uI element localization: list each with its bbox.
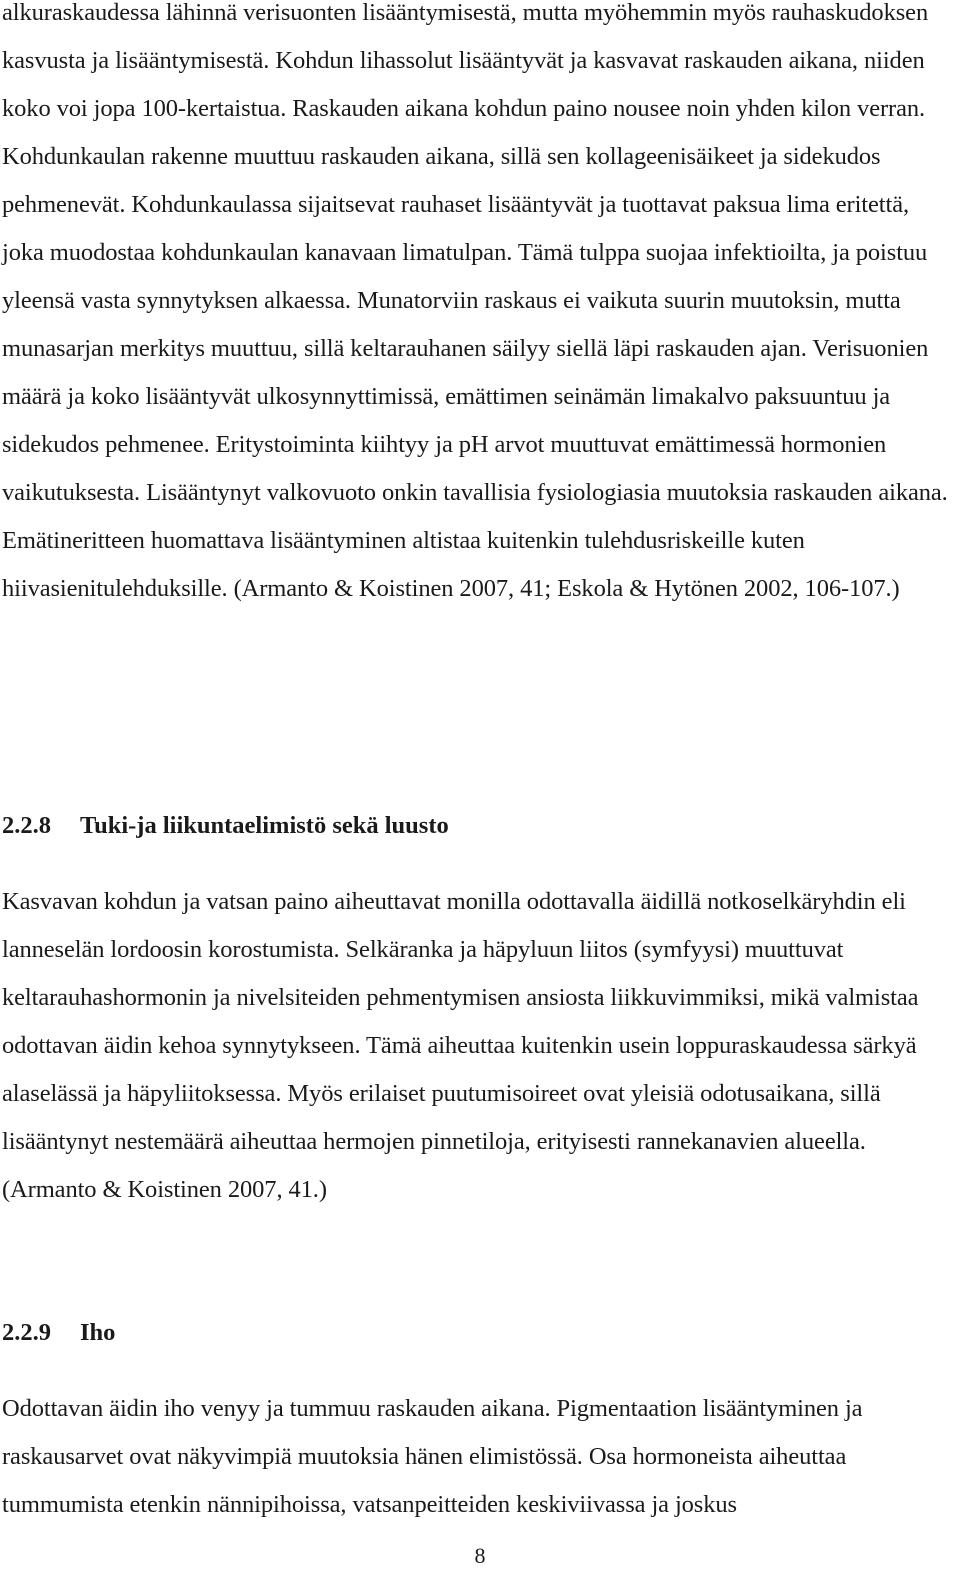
page-number: 8	[474, 1543, 486, 1568]
section-heading-2-2-9	[2, 1309, 115, 1357]
section-heading-2-2-8	[2, 802, 449, 850]
paragraph-reproductive-changes: alkuraskaudessa lähinnä verisuonten lisääntymisestä, mutta myöhemmin myös rauhaskudoksen kasvusta ja lisääntymisestä. Kohdun lihassolut lisääntyvät ja kasvavat raskauden aikana, niiden koko voi jopa 100-kertaistua. Raskauden aikana kohdun paino nousee noin yhden kilon verran. Kohdunkaulan rakenne muuttuu raskauden aikana, sillä sen kollageenisäikeet ja sidekudos pehmenevät. Kohdunkaulassa sijaitsevat rauhaset lisääntyvät ja tuottavat paksua lima eritettä, joka muodostaa kohdunkaulan kanavaan limatulpan. Tämä tulppa suojaa infektioilta, ja poistuu yleensä vasta synnytyksen alkaessa. Munatorviin raskaus ei vaikuta suurin muutoksin, mutta munasarjan merkitys muuttuu, sillä keltarauhanen säilyy siellä läpi raskauden ajan. Verisuonien määrä ja koko lisääntyvät ulkosynnyttimissä, emättimen seinämän limakalvo paksuuntuu ja sidekudos pehmenee. Eritystoiminta kiihtyy ja pH arvot muuttuvat emättimessä hormonien vaikutuksesta. Lisääntynyt valkovuoto onkin tavallisia fysiologiasia muutoksia raskauden aikana. Emätineritteen huomattava lisääntyminen altistaa kuitenkin tulehdusriskeille kuten hiivasienitulehduksille. (Armanto & Koistinen 2007, 41; Eskola & Hytönen 2002, 106-107.)	[2, 0, 948, 602]
section-title: Tuki-ja liikuntaelimistö sekä luusto	[80, 812, 449, 839]
section-number: 2.2.9	[2, 1319, 51, 1346]
paragraph-musculoskeletal: Kasvavan kohdun ja vatsan paino aiheuttavat monilla odottavalla äidillä notkoselkäryhdin eli lanneselän lordoosin korostumista. Selkäranka ja häpyluun liitos (symfyysi) muuttuvat keltarauhashormonin ja nivelsiteiden pehmentymisen ansiosta liikkuvimmiksi, mikä valmistaa odottavan äidin kehoa synnytykseen. Tämä aiheuttaa kuitenkin usein loppuraskaudessa särkyä alaselässä ja häpyliitoksessa. Myös erilaiset puutumisoireet ovat yleisiä odotusaikana, sillä lisääntynyt nestemäärä aiheuttaa hermojen pinnetiloja, erityisesti rannekanavien alueella. (Armanto & Koistinen 2007, 41.)	[2, 888, 919, 1203]
paragraph-skin: Odottavan äidin iho venyy ja tummuu raskauden aikana. Pigmentaation lisääntyminen ja raskausarvet ovat näkyvimpiä muutoksia hänen elimistössä. Osa hormoneista aiheuttaa tummumista etenkin nännipihoissa, vatsanpeitteiden keskiviivassa ja joskus	[2, 1395, 863, 1518]
section-title: Iho	[80, 1319, 116, 1346]
section-number: 2.2.8	[2, 812, 51, 839]
